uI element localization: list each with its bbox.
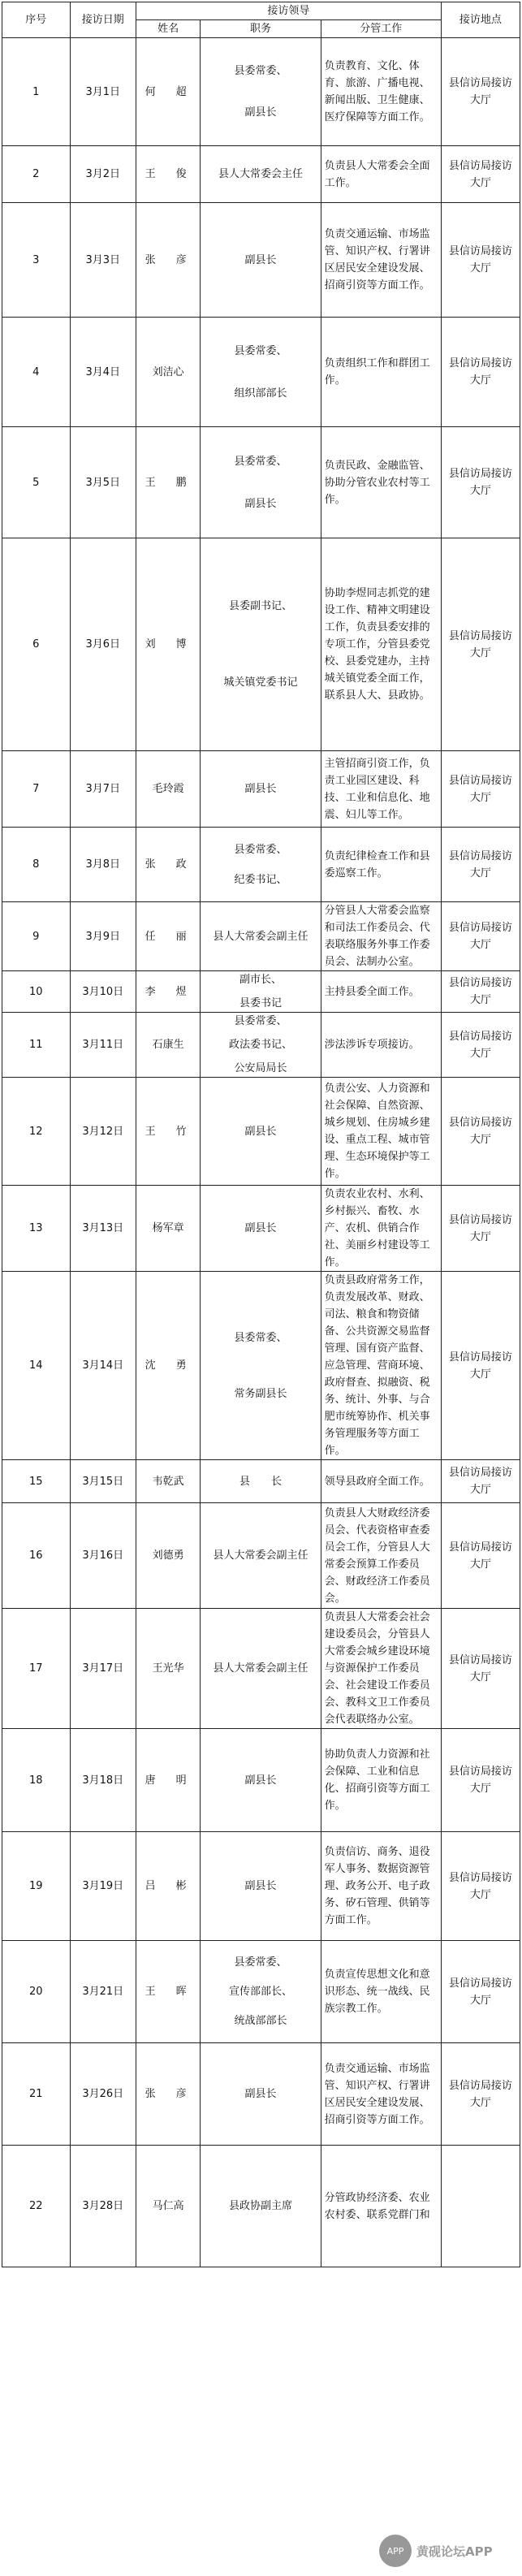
row-position xyxy=(201,828,321,902)
position-line: 政法委书记、 xyxy=(228,1039,292,1051)
row-date: 3月14日 xyxy=(70,1272,136,1460)
row-duty: 负责县人大常委会全面工作。 xyxy=(321,146,441,203)
row-seq: 3 xyxy=(2,203,71,318)
row-position xyxy=(201,971,321,1013)
row-seq: 5 xyxy=(2,427,71,538)
row-name: 沈 勇 xyxy=(136,1272,200,1460)
header-leader-group: 接访领导 xyxy=(136,2,441,20)
row-location: 县信访局接访大厅 xyxy=(441,902,520,971)
header-row-1 xyxy=(2,2,520,20)
table-row xyxy=(2,146,520,203)
row-location: 县信访局接访大厅 xyxy=(441,1078,520,1186)
row-duty: 负责县政府常务工作，负责发展改革、财政、司法、粮食和物资储备、公共资源交易监督管理、国有资产监督、应急管理、营商环境、政府督查、拟融资、税务、统计、外事、与合肥市统筹协作、机关事务管理服务等方面工作。 xyxy=(321,1272,441,1460)
table-row xyxy=(2,971,520,1013)
row-date: 3月11日 xyxy=(70,1013,136,1078)
table-row xyxy=(2,427,520,538)
row-name: 王 鹏 xyxy=(136,427,200,538)
row-date: 3月5日 xyxy=(70,427,136,538)
row-position xyxy=(201,538,321,751)
row-date: 3月3日 xyxy=(70,203,136,318)
position-line: 副市长、 xyxy=(239,974,282,986)
row-location: 县信访局接访大厅 xyxy=(441,1503,520,1609)
row-seq: 8 xyxy=(2,828,71,902)
row-date: 3月2日 xyxy=(70,146,136,203)
row-position xyxy=(201,1503,321,1609)
row-duty: 涉法涉诉专项接访。 xyxy=(321,1013,441,1078)
position-line: 县人大常委会副主任 xyxy=(213,1662,308,1675)
row-position xyxy=(201,146,321,203)
position-line: 副县长 xyxy=(244,253,277,266)
row-date: 3月19日 xyxy=(70,1832,136,1941)
row-date: 3月7日 xyxy=(70,751,136,828)
table-row xyxy=(2,1503,520,1609)
row-location: 县信访局接访大厅 xyxy=(441,1460,520,1503)
position-line: 副县长 xyxy=(244,497,277,510)
row-position xyxy=(201,2043,321,2146)
table-row xyxy=(2,1832,520,1941)
row-seq: 10 xyxy=(2,971,71,1013)
row-date: 3月16日 xyxy=(70,1503,136,1609)
row-name: 何 超 xyxy=(136,38,200,146)
row-location xyxy=(441,2146,520,2267)
position-line: 副县长 xyxy=(244,1125,277,1138)
app-logo-icon: APP xyxy=(379,2535,412,2567)
row-name: 任 丽 xyxy=(136,902,200,971)
row-position xyxy=(201,318,321,427)
row-location: 县信访局接访大厅 xyxy=(441,1609,520,1729)
table-row xyxy=(2,1460,520,1503)
row-seq: 12 xyxy=(2,1078,71,1186)
row-seq: 19 xyxy=(2,1832,71,1941)
position-line: 县委常委、 xyxy=(234,1331,287,1344)
row-seq: 21 xyxy=(2,2043,71,2146)
row-date: 3月4日 xyxy=(70,318,136,427)
position-line: 纪委书记、 xyxy=(234,873,287,886)
row-duty: 负责教育、文化、体育、旅游、广播电视、新闻出版、卫生健康、医疗保障等方面工作。 xyxy=(321,38,441,146)
position-line: 组织部部长 xyxy=(234,387,287,400)
position-line: 县人大常委会副主任 xyxy=(213,1549,308,1562)
row-date: 3月13日 xyxy=(70,1186,136,1272)
row-location: 县信访局接访大厅 xyxy=(441,971,520,1013)
table-body xyxy=(2,38,520,2267)
position-line: 县人大常委会主任 xyxy=(218,168,303,180)
row-seq: 17 xyxy=(2,1609,71,1729)
position-line: 副县长 xyxy=(244,106,277,119)
row-location: 县信访局接访大厅 xyxy=(441,1941,520,2043)
table-row xyxy=(2,538,520,751)
row-name: 唐 明 xyxy=(136,1729,200,1832)
row-name: 韦乾武 xyxy=(136,1460,200,1503)
row-name: 王 竹 xyxy=(136,1078,200,1186)
row-location: 县信访局接访大厅 xyxy=(441,828,520,902)
row-seq: 7 xyxy=(2,751,71,828)
row-duty: 负责农业农村、水利、乡村振兴、畜牧、水产、农机、供销合作社、美丽乡村建设等工作。 xyxy=(321,1186,441,1272)
position-line: 城关镇党委书记 xyxy=(223,676,298,689)
watermark-text: 黄砚论坛APP xyxy=(416,2544,493,2559)
position-line: 县委常委、 xyxy=(234,1015,287,1027)
row-name: 马仁高 xyxy=(136,2146,200,2267)
row-duty: 负责交通运输、市场监管、知识产权、行署讲区居民安全建设发展、招商引资等方面工作。 xyxy=(321,2043,441,2146)
row-name: 李 煜 xyxy=(136,971,200,1013)
position-line: 统战部部长 xyxy=(234,2015,287,2027)
row-duty: 负责交通运输、市场监管、知识产权、行署讲区居民安全建设发展、招商引资等方面工作。 xyxy=(321,203,441,318)
position-line: 县 长 xyxy=(239,1475,282,1488)
row-location: 县信访局接访大厅 xyxy=(441,1832,520,1941)
table-row xyxy=(2,1941,520,2043)
row-seq: 9 xyxy=(2,902,71,971)
row-location: 县信访局接访大厅 xyxy=(441,146,520,203)
row-position xyxy=(201,751,321,828)
row-name: 毛玲霞 xyxy=(136,751,200,828)
row-name: 刘 博 xyxy=(136,538,200,751)
row-seq: 20 xyxy=(2,1941,71,2043)
position-line: 县政协副主席 xyxy=(228,2200,292,2212)
table-row xyxy=(2,203,520,318)
row-position xyxy=(201,2146,321,2267)
table-row xyxy=(2,1186,520,1272)
row-position xyxy=(201,1460,321,1503)
table-row xyxy=(2,828,520,902)
row-location: 县信访局接访大厅 xyxy=(441,538,520,751)
row-duty: 负责民政、金融监管、协助分管农业农村等工作。 xyxy=(321,427,441,538)
table-row xyxy=(2,38,520,146)
row-duty: 分管县人大常委会监察和司法工作委员会、代表联络服务外事工作委员会、法制办公室。 xyxy=(321,902,441,971)
table-row xyxy=(2,1272,520,1460)
row-position xyxy=(201,1272,321,1460)
row-seq: 18 xyxy=(2,1729,71,1832)
row-date: 3月21日 xyxy=(70,1941,136,2043)
row-duty: 主持县委全面工作。 xyxy=(321,971,441,1013)
row-name: 王光华 xyxy=(136,1609,200,1729)
row-location: 县信访局接访大厅 xyxy=(441,1013,520,1078)
schedule-table xyxy=(2,2,520,2267)
row-duty: 负责组织工作和群团工作。 xyxy=(321,318,441,427)
table-row xyxy=(2,1609,520,1729)
row-position xyxy=(201,427,321,538)
row-date: 3月1日 xyxy=(70,38,136,146)
row-duty: 负责纪律检查工作和县委巡察工作。 xyxy=(321,828,441,902)
table-row xyxy=(2,1013,520,1078)
row-seq: 11 xyxy=(2,1013,71,1078)
header-seq: 序号 xyxy=(2,2,71,38)
row-date: 3月9日 xyxy=(70,902,136,971)
position-line: 县委副书记、 xyxy=(228,600,292,612)
row-position xyxy=(201,38,321,146)
row-duty: 负责公安、人力资源和社会保障、自然资源、城乡规划、住房城乡建设、重点工程、城市管理、生态环境保护等工作。 xyxy=(321,1078,441,1186)
row-name: 石康生 xyxy=(136,1013,200,1078)
position-line: 县委书记 xyxy=(239,997,282,1009)
row-duty: 分管政协经济委、农业农村委、联系党群门和 xyxy=(321,2146,441,2267)
row-seq: 1 xyxy=(2,38,71,146)
table-row xyxy=(2,2043,520,2146)
row-location: 县信访局接访大厅 xyxy=(441,1186,520,1272)
row-seq: 2 xyxy=(2,146,71,203)
row-date: 3月10日 xyxy=(70,971,136,1013)
position-line: 县委常委、 xyxy=(234,65,287,77)
position-line: 县委常委、 xyxy=(234,843,287,856)
row-position xyxy=(201,1013,321,1078)
position-line: 县委常委、 xyxy=(234,344,287,357)
header-name: 姓名 xyxy=(136,20,200,38)
position-line: 副县长 xyxy=(244,1774,277,1787)
row-date: 3月6日 xyxy=(70,538,136,751)
row-name: 王 俊 xyxy=(136,146,200,203)
row-duty: 负责宣传思想文化和意识形态、统一战线、民族宗教工作。 xyxy=(321,1941,441,2043)
position-line: 县人大常委会副主任 xyxy=(213,930,308,943)
table-row xyxy=(2,1078,520,1186)
header-date: 接访日期 xyxy=(70,2,136,38)
row-date: 3月12日 xyxy=(70,1078,136,1186)
row-date: 3月28日 xyxy=(70,2146,136,2267)
row-duty: 负责县人大常委会社会建设委员会，分管县人大常委会城乡建设环境与资源保护工作委员会、社会建设工作委员会、教科文卫工作委员会代表联络办公室。 xyxy=(321,1609,441,1729)
position-line: 宣传部部长、 xyxy=(228,1986,292,1998)
row-position xyxy=(201,203,321,318)
row-position xyxy=(201,1729,321,1832)
row-position xyxy=(201,1078,321,1186)
watermark xyxy=(379,2532,517,2570)
row-date: 3月15日 xyxy=(70,1460,136,1503)
row-seq: 15 xyxy=(2,1460,71,1503)
position-line: 副县长 xyxy=(244,1222,277,1234)
row-seq: 13 xyxy=(2,1186,71,1272)
row-duty: 协助负责人力资源和社会保障、工业和信息化、招商引资等方面工作。 xyxy=(321,1729,441,1832)
row-duty: 负责信访、商务、退役军人事务、数据资源管理、政务公开、电子政务、矽石管理、供销等方面工作。 xyxy=(321,1832,441,1941)
row-location: 县信访局接访大厅 xyxy=(441,203,520,318)
row-name: 杨军章 xyxy=(136,1186,200,1272)
row-name: 张 政 xyxy=(136,828,200,902)
row-location: 县信访局接访大厅 xyxy=(441,1272,520,1460)
row-name: 吕 彬 xyxy=(136,1832,200,1941)
row-name: 刘德勇 xyxy=(136,1503,200,1609)
row-position xyxy=(201,1609,321,1729)
row-location: 县信访局接访大厅 xyxy=(441,318,520,427)
table-row xyxy=(2,902,520,971)
row-name: 刘洁心 xyxy=(136,318,200,427)
row-seq: 6 xyxy=(2,538,71,751)
row-position xyxy=(201,902,321,971)
row-location: 县信访局接访大厅 xyxy=(441,427,520,538)
position-line: 公安局局长 xyxy=(234,1062,287,1074)
row-name: 张 彦 xyxy=(136,2043,200,2146)
position-line: 县委常委、 xyxy=(234,455,287,468)
row-location: 县信访局接访大厅 xyxy=(441,751,520,828)
row-duty: 协助李煜同志抓党的建设工作、精神文明建设工作，负责县委安排的专项工作，分管县委党校、县委党建办，主持城关镇党委全面工作，联系县人大、县政协。 xyxy=(321,538,441,751)
row-date: 3月18日 xyxy=(70,1729,136,1832)
row-name: 张 彦 xyxy=(136,203,200,318)
row-location: 县信访局接访大厅 xyxy=(441,38,520,146)
row-name: 王 晖 xyxy=(136,1941,200,2043)
position-line: 县委常委、 xyxy=(234,1956,287,1969)
row-seq: 22 xyxy=(2,2146,71,2267)
table-row xyxy=(2,318,520,427)
row-position xyxy=(201,1832,321,1941)
row-location: 县信访局接访大厅 xyxy=(441,1729,520,1832)
table-row xyxy=(2,2146,520,2267)
table-row xyxy=(2,751,520,828)
position-line: 副县长 xyxy=(244,2088,277,2100)
header-position: 职务 xyxy=(201,20,321,38)
row-date: 3月8日 xyxy=(70,828,136,902)
position-line: 副县长 xyxy=(244,783,277,795)
header-location: 接访地点 xyxy=(441,2,520,38)
row-seq: 14 xyxy=(2,1272,71,1460)
row-seq: 16 xyxy=(2,1503,71,1609)
table-row xyxy=(2,1729,520,1832)
row-position xyxy=(201,1941,321,2043)
position-line: 常务副县长 xyxy=(234,1387,287,1400)
row-duty: 领导县政府全面工作。 xyxy=(321,1460,441,1503)
header-duty: 分管工作 xyxy=(321,20,441,38)
row-location: 县信访局接访大厅 xyxy=(441,2043,520,2146)
row-duty: 负责县人大财政经济委员会、代表资格审查委员会工作，分管县人大常委会预算工作委员会、财政经济工作委员会。 xyxy=(321,1503,441,1609)
row-date: 3月17日 xyxy=(70,1609,136,1729)
position-line: 副县长 xyxy=(244,1880,277,1892)
row-position xyxy=(201,1186,321,1272)
row-seq: 4 xyxy=(2,318,71,427)
row-date: 3月26日 xyxy=(70,2043,136,2146)
row-duty: 主管招商引资工作，负责工业园区建设、科技、工业和信息化、地震、妇儿等工作。 xyxy=(321,751,441,828)
